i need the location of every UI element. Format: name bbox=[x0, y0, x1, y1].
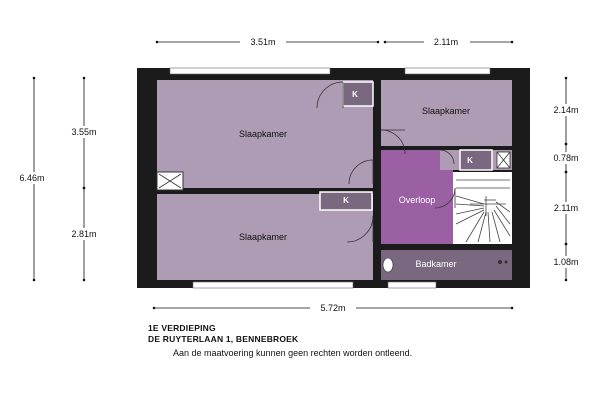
dim-top-left: 3.51m bbox=[250, 37, 276, 47]
closet-1 bbox=[343, 82, 373, 106]
label-slaapkamer-3: Slaapkamer bbox=[421, 106, 471, 116]
dim-top-right: 2.11m bbox=[433, 37, 459, 47]
dim-right-3: 2.11m bbox=[553, 203, 579, 213]
label-overloop: Overloop bbox=[398, 195, 436, 205]
disclaimer-text: Aan de maatvoering kunnen geen rechten worden ontleend. bbox=[173, 348, 413, 358]
dim-bottom: 5.72m bbox=[320, 303, 346, 313]
dim-left-lower: 2.81m bbox=[71, 229, 97, 239]
label-kast-1: K bbox=[352, 90, 358, 99]
drain bbox=[498, 260, 502, 264]
floor-caption: 1E VERDIEPING bbox=[148, 323, 216, 333]
dim-left-upper: 3.55m bbox=[71, 127, 97, 137]
window-bottom-left bbox=[193, 282, 353, 288]
dim-left-total: 6.46m bbox=[19, 173, 45, 183]
label-kast-2: K bbox=[467, 156, 473, 165]
window-top-left bbox=[170, 68, 330, 74]
closet-2 bbox=[460, 150, 492, 170]
label-slaapkamer-2: Slaapkamer bbox=[238, 232, 288, 242]
window-top-right bbox=[405, 68, 490, 74]
label-badkamer: Badkamer bbox=[415, 259, 457, 269]
dim-right-4: 1.08m bbox=[553, 257, 579, 267]
toilet bbox=[383, 258, 393, 272]
address-caption: DE RUYTERLAAN 1, BENNEBROEK bbox=[148, 334, 299, 344]
dim-right-2: 0.78m bbox=[553, 153, 579, 163]
label-slaapkamer-1: Slaapkamer bbox=[238, 129, 288, 139]
label-kast-3: K bbox=[343, 196, 349, 205]
dim-right-1: 2.14m bbox=[553, 105, 579, 115]
window-bottom-right bbox=[388, 282, 436, 288]
